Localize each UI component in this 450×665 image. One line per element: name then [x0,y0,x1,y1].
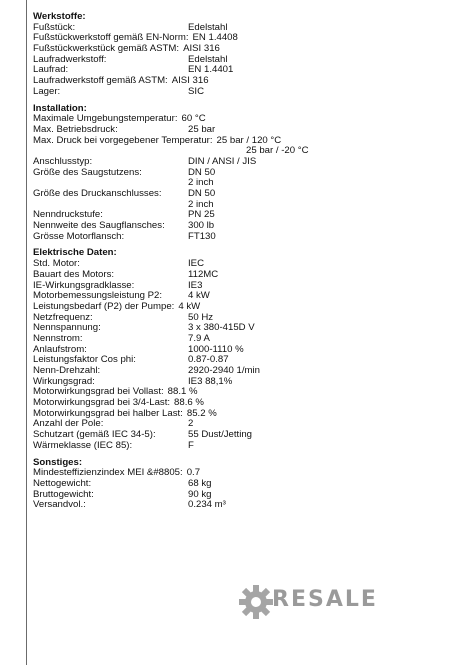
spec-value: DN 50 [188,166,216,178]
section-title: Sonstiges: [33,456,83,468]
spec-label: Motorwirkungsgrad bei 3/4-Last: [33,397,171,409]
spec-value: EN 1.4401 [188,64,234,76]
spec-label: Fußstück: [33,21,76,33]
spec-label: Maximale Umgebungstemperatur: [33,113,178,125]
spec-value-continued: 2 inch [188,198,214,210]
spec-label: Nenn-Drehzahl: [33,365,101,377]
spec-label: Laufradwerkstoff: [33,53,107,65]
spec-label: Max. Druck bei vorgegebener Temperatur: [33,134,213,146]
spec-label: Anschlusstyp: [33,155,93,167]
spec-value: 25 bar / 120 °C [216,134,282,146]
spec-value: 2920-2940 1/min [188,365,261,377]
spec-label: Leistungsfaktor Cos phi: [33,354,136,366]
spec-row [33,302,443,313]
spec-row [33,479,443,490]
section-title: Elektrische Daten: [33,247,117,259]
left-margin-rule [26,0,27,665]
section [33,458,443,511]
gear-icon [236,582,276,622]
spec-value: 25 bar [188,123,216,135]
section-title: Werkstoffe: [33,11,86,22]
spec-value: 1000-1110 % [188,343,244,355]
spec-row [33,468,443,479]
spec-label: Nennstrom: [33,332,83,344]
spec-label: Motorwirkungsgrad bei Vollast: [33,386,164,398]
spec-label: Motorwirkungsgrad bei halber Last: [33,407,183,419]
spec-value: 68 kg [188,477,212,489]
spec-value: 85.2 % [186,407,217,419]
spec-value: 2 [188,418,194,430]
spec-label: Mindesteffizienzindex MEI &#8805: [33,467,183,479]
spec-label: Wirkungsgrad: [33,375,95,387]
spec-label: Versandvol.: [33,499,86,511]
spec-value: 4 kW [178,300,201,312]
section-title: Installation: [33,102,87,114]
spec-value: PN 25 [188,209,215,221]
spec-label: Anzahl der Pole: [33,418,104,430]
spec-value-continued: 25 bar / -20 °C [246,145,309,157]
spec-row [33,189,443,200]
spec-value: 90 kg [188,488,212,500]
spec-row [33,87,443,98]
spec-value: 112MC [188,268,219,280]
spec-label: Bruttogewicht: [33,488,94,500]
spec-value-continued: 2 inch [188,177,214,189]
spec-label: Bauart des Motors: [33,268,115,280]
spec-label: Nennweite des Saugflansches: [33,220,165,232]
spec-label: Nettogewicht: [33,477,92,489]
spec-row [33,441,443,452]
spec-value: 3 x 380-415D V [188,322,255,334]
spec-value: Edelstahl [188,21,228,33]
spec-value: DIN / ANSI / JIS [188,155,257,167]
spec-value: 300 lb [188,220,215,232]
spec-document [33,12,443,517]
section [33,12,443,98]
spec-row [33,323,443,334]
spec-value: Edelstahl [188,53,228,65]
spec-value: SIC [188,85,204,97]
spec-value: FT130 [188,230,216,242]
spec-label: Fußstückwerkstoff gemäß EN-Norm: [33,32,189,44]
spec-label: Wärmeklasse (IEC 85): [33,439,133,451]
spec-label: Fußstückwerkstück gemäß ASTM: [33,43,180,55]
spec-label: Anlaufstrom: [33,343,87,355]
spec-value: F [188,439,194,451]
spec-value: 0.234 m³ [188,499,226,511]
spec-row [33,168,443,179]
spec-value: 4 kW [188,290,210,302]
spec-row [33,136,443,147]
spec-value: 7.9 A [188,332,210,344]
spec-row [33,500,443,511]
spec-row [33,490,443,501]
spec-label: Std. Motor: [33,258,80,270]
spec-row [33,270,443,281]
section [33,248,443,451]
spec-label: Nenndruckstufe: [33,209,103,221]
spec-value: EN 1.4408 [192,32,238,44]
spec-label: Größe des Druckanschlusses: [33,188,162,200]
section [33,104,443,243]
spec-row [33,232,443,243]
spec-value: 88.6 % [174,397,204,409]
spec-value: 88.1 % [167,386,198,398]
spec-label: Grösse Motorflansch: [33,230,125,242]
spec-label: Max. Betriebsdruck: [33,123,118,135]
spec-value: IE3 [188,279,203,291]
spec-label: Laufrad: [33,64,69,76]
spec-label: Leistungsbedarf (P2) der Pumpe: [33,300,175,312]
watermark-text: RESALE [272,587,378,612]
spec-label: Größe des Saugstutzens: [33,166,142,178]
spec-value: AISI 316 [183,43,220,55]
spec-value: 0.7 [186,467,201,479]
spec-label: Laufradwerkstoff gemäß ASTM: [33,75,168,87]
spec-value: IE3 88,1% [188,375,233,387]
spec-label: Lager: [33,85,61,97]
spec-value: 55 Dust/Jetting [188,429,252,441]
spec-value: 60 °C [181,113,206,125]
spec-value: IEC [188,258,204,270]
spec-row [33,55,443,66]
spec-row [33,76,443,87]
spec-label: Schutzart (gemäß IEC 34-5): [33,429,156,441]
spec-label: IE-Wirkungsgradklasse: [33,279,135,291]
spec-value: 0.87-0.87 [188,354,229,366]
spec-value: AISI 316 [171,75,209,87]
resale-watermark [236,578,378,626]
spec-label: Netzfrequenz: [33,311,93,323]
spec-value: DN 50 [188,188,216,200]
spec-label: Motorbemessungsleistung P2: [33,290,163,302]
spec-value: 50 Hz [188,311,214,323]
spec-label: Nennspannung: [33,322,101,334]
